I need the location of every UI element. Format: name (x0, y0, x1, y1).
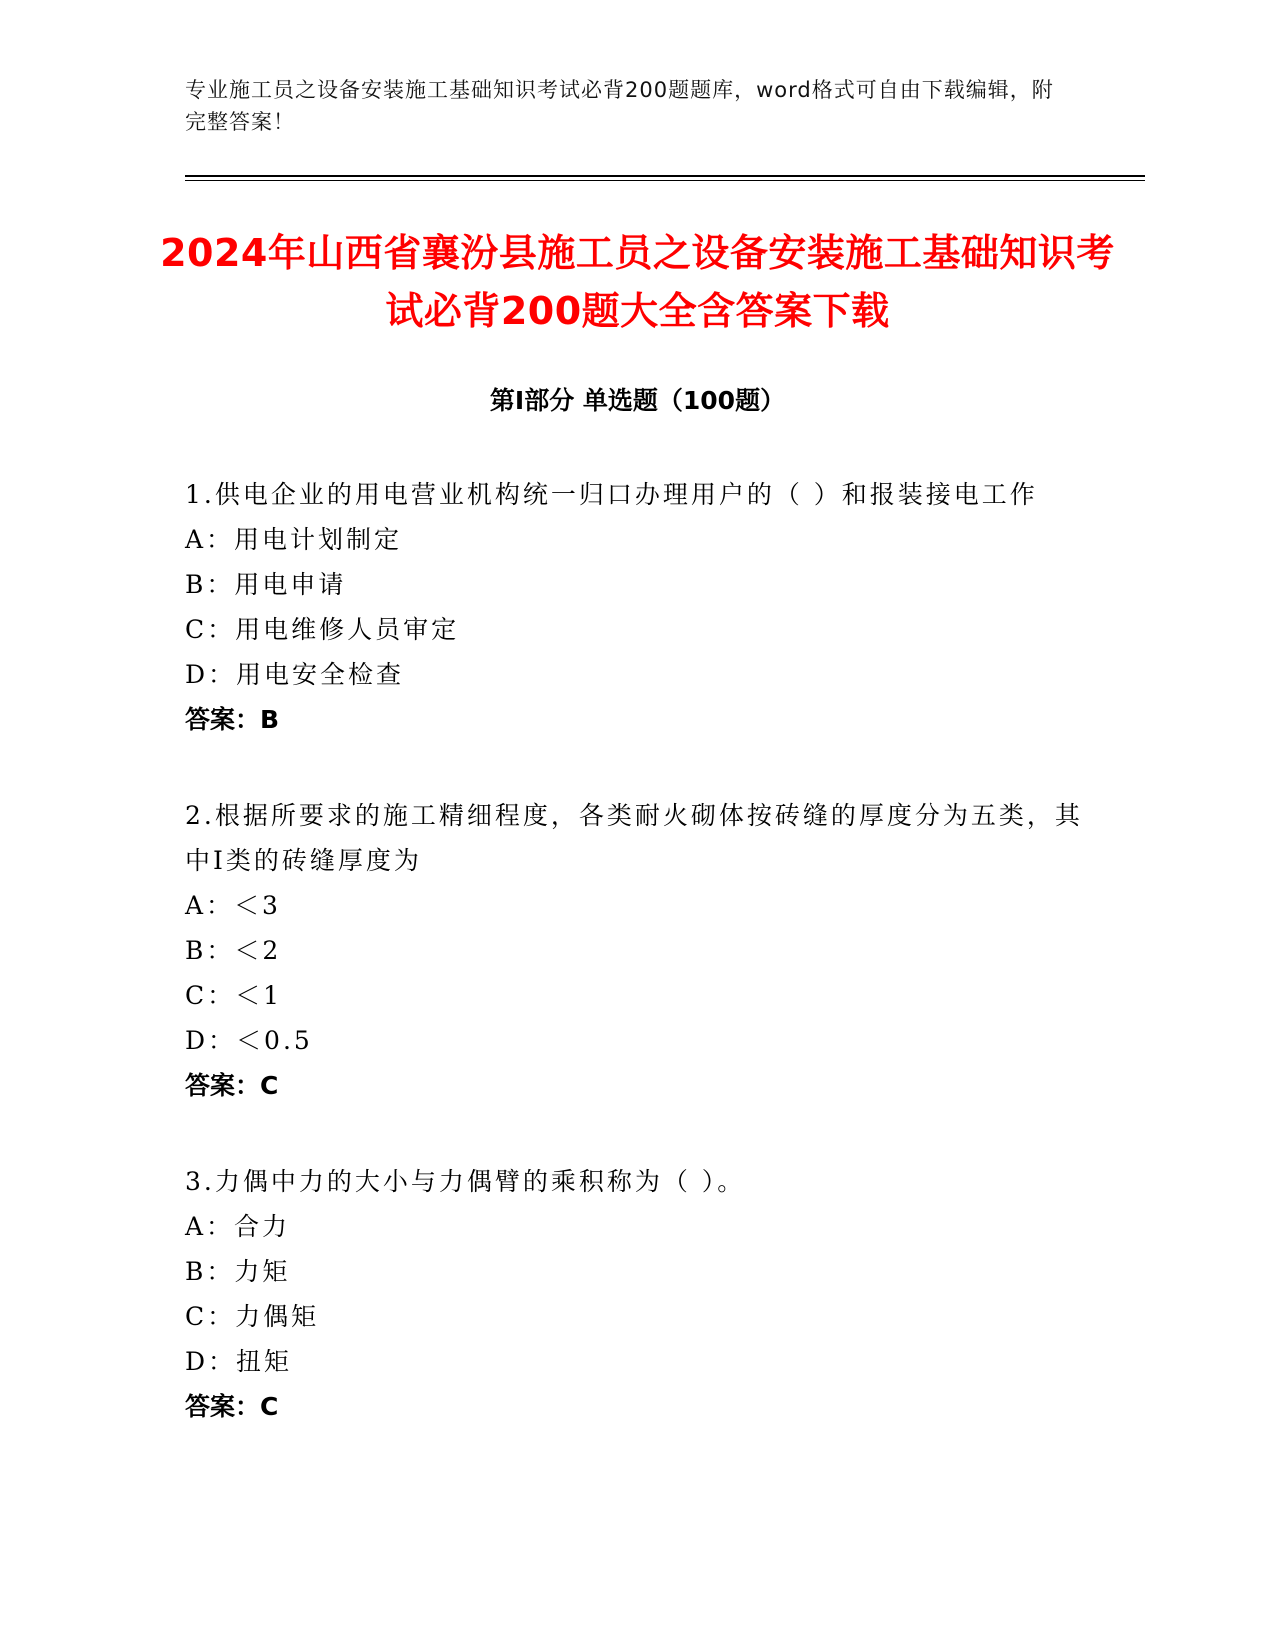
option-d: D：＜0.5 (185, 1026, 313, 1055)
header-note: 专业施工员之设备安装施工基础知识考试必背200题题库，word格式可自由下载编辑，附完整答案！ (185, 78, 1054, 134)
question-3 (185, 1159, 1085, 1429)
option-d: D：扭矩 (185, 1347, 293, 1376)
option-b: B：＜2 (185, 936, 282, 965)
question-stem: 1.供电企业的用电营业机构统一归口办理用户的（ ）和报装接电工作 (185, 480, 1038, 509)
option-a: A：合力 (185, 1212, 291, 1241)
option-d: D：用电安全检查 (185, 660, 405, 689)
option-b: B：用电申请 (185, 570, 347, 599)
document-title: 2024年山西省襄汾县施工员之设备安装施工基础知识考试必背200题大全含答案下载 (160, 231, 1115, 333)
answer-line: 答案：B (185, 705, 280, 734)
answer-line: 答案：C (185, 1392, 279, 1421)
header-divider-thin (185, 180, 1145, 181)
option-b: B：力矩 (185, 1257, 291, 1286)
option-c: C：力偶矩 (185, 1302, 320, 1331)
option-c: C：用电维修人员审定 (185, 615, 460, 644)
option-c: C：＜1 (185, 981, 283, 1010)
question-stem: 2.根据所要求的施工精细程度，各类耐火砌体按砖缝的厚度分为五类，其中Ⅰ类的砖缝厚度为 (185, 801, 1083, 875)
question-stem: 3.力偶中力的大小与力偶臂的乘积称为（ ）。 (185, 1167, 746, 1196)
question-list (185, 472, 1085, 1480)
option-a: A：用电计划制定 (185, 525, 403, 554)
question-2 (185, 793, 1085, 1108)
answer-line: 答案：C (185, 1071, 279, 1100)
section-heading: 第Ⅰ部分 单选题（100题） (489, 386, 786, 415)
header-divider-thick (185, 175, 1145, 177)
option-a: A：＜3 (185, 891, 281, 920)
question-1 (185, 472, 1085, 742)
